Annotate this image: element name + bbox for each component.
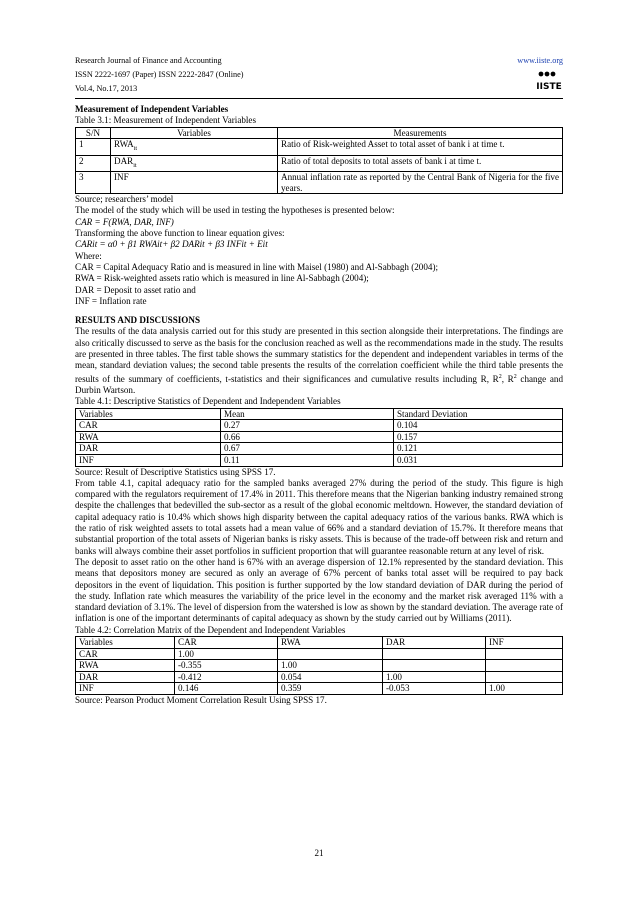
table-header: INF	[486, 636, 563, 648]
table-row	[76, 172, 563, 194]
table-cell: 0.054	[278, 671, 383, 683]
table-header: CAR	[175, 636, 278, 648]
table-cell: 0.146	[175, 683, 278, 695]
table-header: Measurements	[278, 127, 563, 139]
table-cell: 1	[76, 139, 111, 155]
model-function: CAR = F(RWA, DAR, INF)	[75, 216, 174, 227]
table-cell: 0.121	[394, 443, 563, 455]
table-cell: INF	[111, 172, 278, 194]
table-cell: Ratio of total deposits to total assets of bank i at time t.	[278, 155, 563, 171]
model-equation: CARit = α0 + β1 RWAit+ β2 DARit + β3 INFit + Eit	[75, 239, 268, 250]
page-body	[75, 104, 563, 706]
table-cell: Ratio of Risk-weighted Asset to total asset of bank i at time t.	[278, 139, 563, 155]
table-cell: -0.355	[175, 660, 278, 672]
table-cell: DAR	[76, 443, 221, 455]
website-link[interactable]: www.iiste.org	[517, 56, 563, 65]
table-row	[76, 139, 563, 155]
table-4-1	[75, 408, 563, 467]
results-paragraph-1: The results of the data analysis carried out for this study are presented in this section alongside their interpretations. The findings are also critically discussed to serve as the basis for the conclusion reached as well as the recommendations made in the study. The results are presented in three tables. The first table shows the summary statistics for the dependent and independent variables in terms of the mean, standard deviation values; the second table presents the results of the correlation coefficient while the third table presents the results of the summary of coefficients, t-statistics and their significances and cumulative results including R, $R^2$, $R^2$ change and Durbin Wartson.	[75, 326, 563, 395]
section-heading: Measurement of Independent Variables	[75, 104, 229, 114]
table-header: S/N	[76, 127, 111, 139]
table-cell: 1.00	[278, 660, 383, 672]
table-4-2	[75, 636, 563, 695]
table41-source: Source: Result of Descriptive Statistics using SPSS 17.	[75, 466, 276, 477]
table-cell: -0.412	[175, 671, 278, 683]
table-row	[76, 660, 563, 672]
table-row	[76, 648, 563, 660]
table-cell	[486, 648, 563, 660]
table-3-1	[75, 127, 563, 195]
table-cell: 1.00	[486, 683, 563, 695]
table41-caption: Table 4.1: Descriptive Statistics of Dependent and Independent Variables	[75, 396, 341, 407]
model-intro: The model of the study which will be used in testing the hypotheses is presented below:	[75, 205, 395, 216]
volume: Vol.4, No.17, 2013	[75, 84, 138, 93]
table31-caption: Table 3.1: Measurement of Independent Variables	[75, 115, 257, 126]
table-header: Standard Deviation	[394, 408, 563, 420]
table-cell: RWA	[76, 660, 175, 672]
iiste-logo	[535, 70, 563, 92]
table-header: DAR	[383, 636, 486, 648]
table-row	[76, 454, 563, 466]
table-cell: 0.104	[394, 420, 563, 432]
table-header: Variables	[111, 127, 278, 139]
table-cell	[383, 660, 486, 672]
table-cell: INF	[76, 454, 221, 466]
table42-caption: Table 4.2: Correlation Matrix of the Dependent and Independent Variables	[75, 624, 346, 635]
table-cell	[486, 660, 563, 672]
table-cell: 0.031	[394, 454, 563, 466]
table-cell: $DAR_{it}$	[111, 155, 278, 171]
table-row	[76, 420, 563, 432]
table-row	[76, 431, 563, 443]
table-cell: Annual inflation rate as reported by the Central Bank of Nigeria for the five years.	[278, 172, 563, 194]
definition-inf: INF = Inflation rate	[75, 295, 147, 306]
transform-text: Transforming the above function to linear equation gives:	[75, 228, 285, 239]
table-cell: 0.359	[278, 683, 383, 695]
table-cell: INF	[76, 683, 175, 695]
table-cell: CAR	[76, 420, 221, 432]
table-cell: 0.157	[394, 431, 563, 443]
table31-source: Source; researchers’ model	[75, 194, 174, 205]
where-label: Where:	[75, 250, 102, 261]
definition-rwa: RWA = Risk-weighted assets ratio which is measured in line Al-Sabbagh (2004);	[75, 273, 369, 284]
table-cell: RWA	[76, 431, 221, 443]
table42-source: Source: Pearson Product Moment Correlation Result Using SPSS 17.	[75, 694, 327, 705]
definition-car: CAR = Capital Adequacy Ratio and is measured in line with Maisel (1980) and Al-Sabbagh (2004);	[75, 261, 439, 272]
table-cell: 2	[76, 155, 111, 171]
table-cell: 0.27	[221, 420, 394, 432]
table-header: Variables	[76, 636, 175, 648]
table-cell: $RWA_{it}$	[111, 139, 278, 155]
table-cell: 3	[76, 172, 111, 194]
results-paragraph-3: The deposit to asset ratio on the other hand is 67% with an average dispersion of 12.1% represented by the standard deviation. This means that depositors money are secured as only an average of 67% percent of banks total asset will be required to pay back depositors in the event of liquidation. This position is further supported by the low standard deviation of DAR during the period of the study. Inflation rate which measures the variability of the price level in the economy and the market risk averaged 11% with a standard deviation of 3.1%. The level of dispersion from the watershed is low as shown by the standard deviation. The average rate of inflation is one of the important determinants of capital adequacy as shown by the study carried out by Williams (2011).	[75, 556, 563, 624]
table-cell: 1.00	[175, 648, 278, 660]
table-cell	[383, 648, 486, 660]
table-cell: DAR	[76, 671, 175, 683]
issn: ISSN 2222-1697 (Paper) ISSN 2222-2847 (Online)	[75, 70, 244, 79]
table-row	[76, 155, 563, 171]
table-header: Mean	[221, 408, 394, 420]
logo-text: IISTE	[536, 82, 562, 92]
table-cell: 0.67	[221, 443, 394, 455]
header-rule	[75, 98, 563, 99]
table-header: RWA	[278, 636, 383, 648]
table-cell: 0.11	[221, 454, 394, 466]
journal-name: Research Journal of Finance and Accounting	[75, 56, 222, 65]
table-row	[76, 671, 563, 683]
table-row	[76, 443, 563, 455]
table-cell	[486, 671, 563, 683]
table-row	[76, 683, 563, 695]
page-number: 21	[314, 848, 324, 858]
table-cell: CAR	[76, 648, 175, 660]
table-header: Variables	[76, 408, 221, 420]
table-cell: 1.00	[383, 671, 486, 683]
table-cell: 0.66	[221, 431, 394, 443]
table-cell: -0.053	[383, 683, 486, 695]
definition-dar: DAR = Deposit to asset ratio and	[75, 284, 196, 295]
results-paragraph-2: From table 4.1, capital adequacy ratio for the sampled banks averaged 27% during the period of the study. This figure is high compared with the regulators requirement of 17.4% in 2011. This therefore means that the Nigerian banking industry remained strong despite the challenges that bedevilled the sub-sector as a result of the global economic meltdown. However, the standard deviation of capital adequacy ratio is 10.4% which shows high disparity between the capital adequacy ratios of the various banks. RWA which is the ratio of risk weighted assets to total assets had a mean value of 66% and a standard deviation of 15.7%. It therefore means that substantial proportion of the total assets of Nigerian banks is risky assets. This is because of the trade-off between risk and return and banks will always combine their asset portfolios in sufficient proportion that will guarantee reasonable return at any level of risk.	[75, 477, 563, 556]
results-heading: RESULTS AND DISCUSSIONS	[75, 315, 201, 326]
table-cell	[278, 648, 383, 660]
